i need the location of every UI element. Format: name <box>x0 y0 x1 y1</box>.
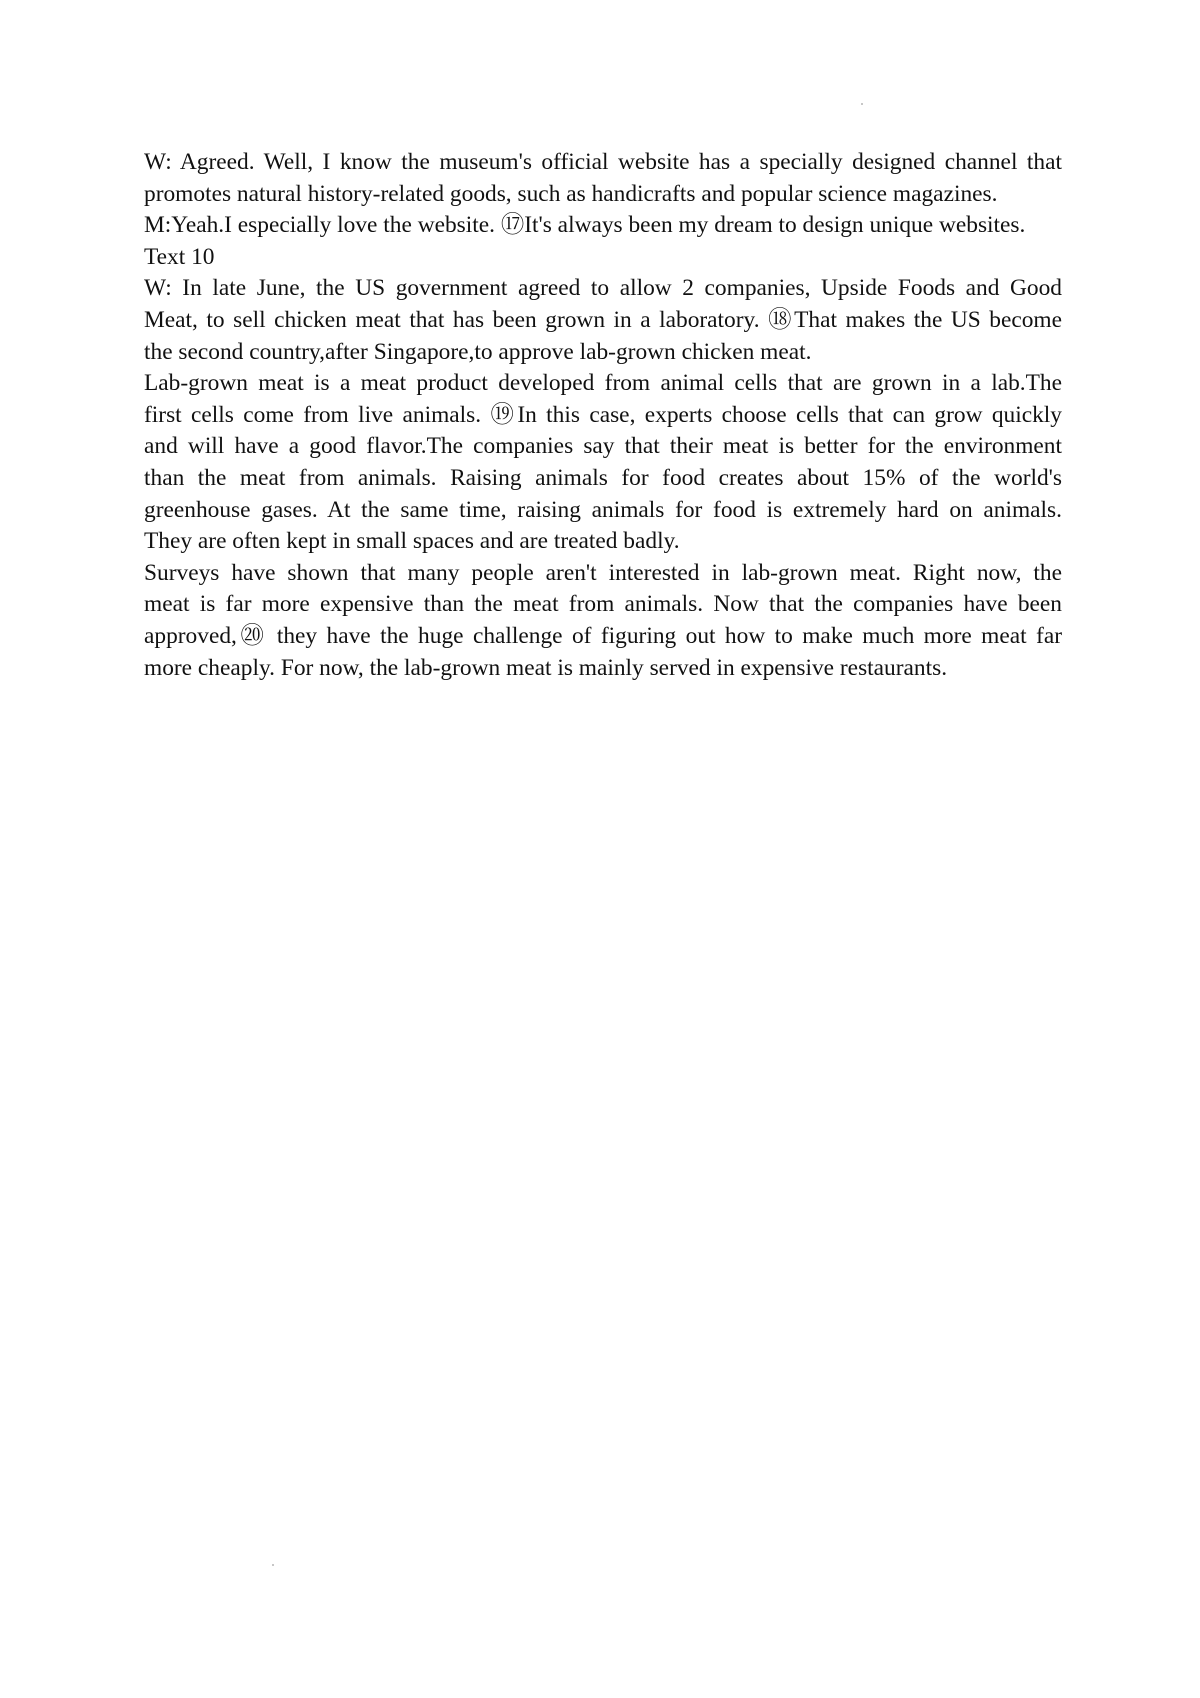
text-line: meat is far more expensive than the meat from animals. Now that the companies have been <box>144 591 1062 618</box>
section-heading-text-10: Text 10 <box>144 243 215 270</box>
text-line: the second country,after Singapore,to approve lab-grown chicken meat. <box>144 338 812 365</box>
text-line: M:Yeah.I especially love the website. ⑰It's always been my dream to design unique websites. <box>144 212 1026 239</box>
text-line: They are often kept in small spaces and are treated badly. <box>144 528 680 555</box>
text-line: promotes natural history-related goods, such as handicrafts and popular science magazines. <box>144 180 998 207</box>
speck-mark-bottom <box>272 1564 274 1566</box>
text-line: first cells come from live animals. ⑲In this case, experts choose cells that can grow quickly <box>144 401 1062 428</box>
text-line: W: Agreed. Well, I know the museum's official website has a specially designed channel that <box>144 149 1062 175</box>
text-line: W: In late June, the US government agreed to allow 2 companies, Upside Foods and Good <box>144 275 1062 302</box>
text-line: Lab-grown meat is a meat product developed from animal cells that are grown in a lab.The <box>144 370 1062 397</box>
transcript-body <box>144 147 1062 684</box>
text-line: Surveys have shown that many people aren't interested in lab-grown meat. Right now, the <box>144 559 1062 586</box>
text-line: approved,⑳ they have the huge challenge of figuring out how to make much more meat far <box>144 622 1062 649</box>
text-line: and will have a good flavor.The companies say that their meat is better for the environment <box>144 433 1062 460</box>
text-line: greenhouse gases. At the same time, raising animals for food is extremely hard on animals. <box>144 496 1062 523</box>
text-line: than the meat from animals. Raising animals for food creates about 15% of the world's <box>144 464 1062 491</box>
speck-mark-top <box>861 103 863 105</box>
text-line: more cheaply. For now, the lab-grown meat is mainly served in expensive restaurants. <box>144 654 948 681</box>
text-line: Meat, to sell chicken meat that has been grown in a laboratory. ⑱That makes the US become <box>144 306 1062 333</box>
